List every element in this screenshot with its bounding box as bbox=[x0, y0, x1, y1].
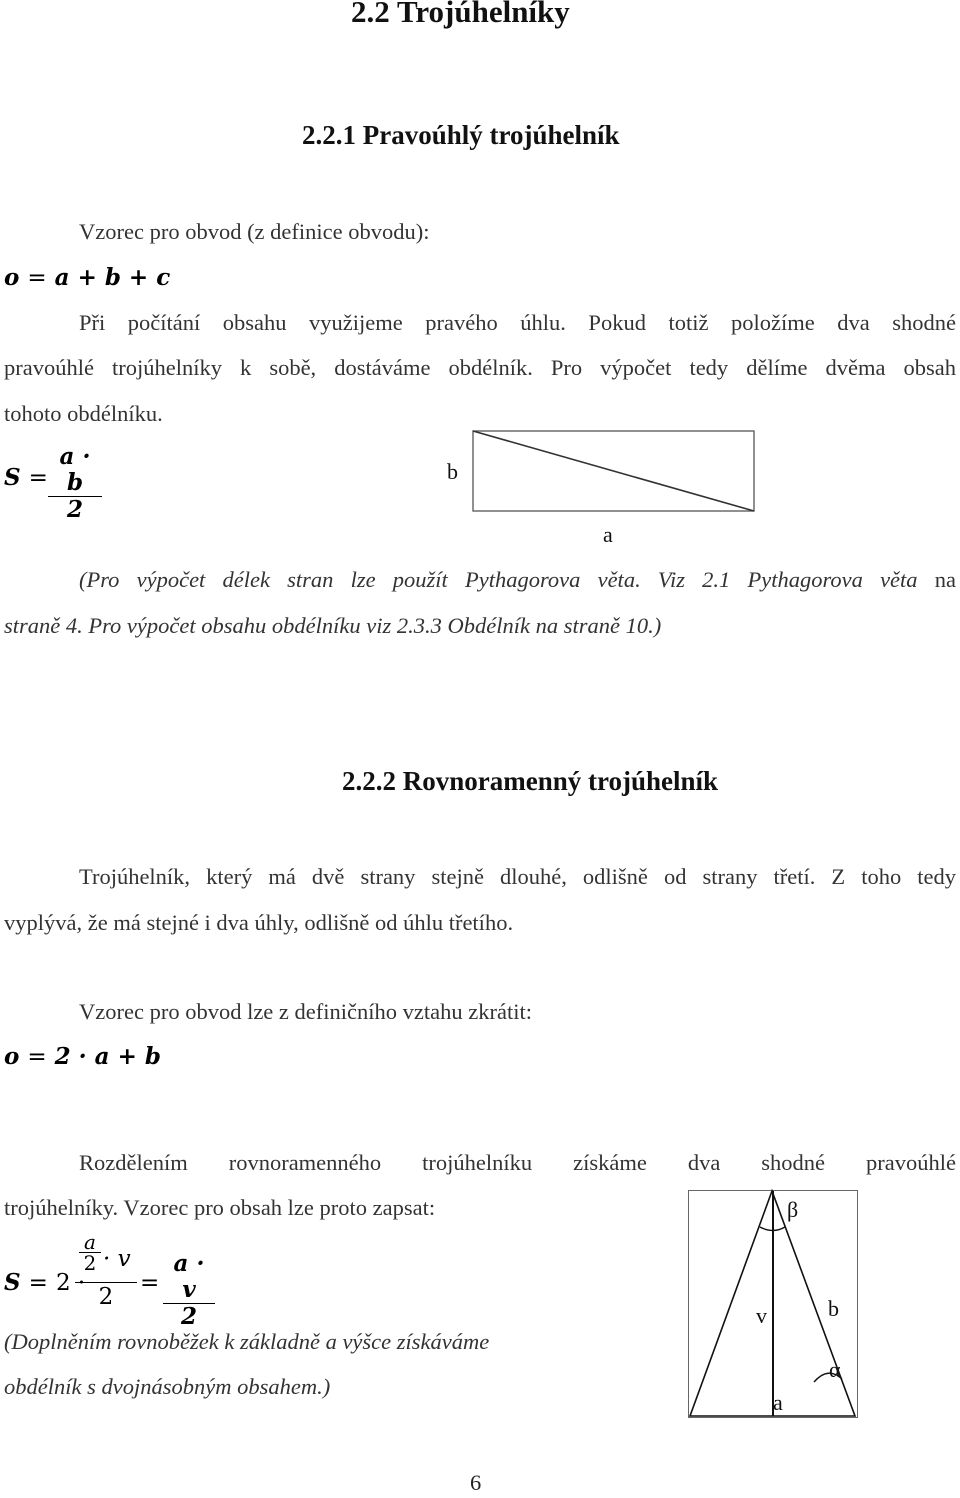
note-line-1-isosceles: (Doplněním rovnoběžek k základně a výšce získáváme bbox=[4, 1329, 490, 1354]
area-formula-lhs bbox=[4, 464, 48, 491]
formula-rhs: a + b + c bbox=[54, 264, 171, 291]
subsection-title-isosceles: 2.2.2 Rovnoramenný trojúhelník bbox=[342, 766, 719, 796]
page-number: 6 bbox=[470, 1470, 482, 1495]
formula-eq: = bbox=[28, 465, 48, 491]
area-text-line-1: Při počítání obsahu využijeme pravého úhlu. Pokud totiž položíme dva shodné bbox=[79, 310, 956, 335]
definition-line-2: vyplývá, že má stejné i dva úhly, odlišně od úhlu třetího. bbox=[4, 910, 514, 935]
figure-label-alpha: α bbox=[829, 1357, 841, 1382]
area-result-fraction bbox=[163, 1251, 215, 1330]
note-line-1 bbox=[79, 567, 956, 593]
perimeter-intro-isosceles: Vzorec pro obvod lze z definičního vztahu zkrátit: bbox=[79, 999, 532, 1024]
area-text-line-2: pravoúhlé trojúhelníky k sobě, dostáváme obdélník. Pro výpočet tedy dělíme dvěma obsah bbox=[4, 355, 956, 380]
figure-label-a: a bbox=[603, 522, 613, 547]
note-line-2: straně 4. Pro výpočet obsahu obdélníku viz 2.3.3 Obdélník na straně 10.) bbox=[4, 613, 662, 638]
fraction-denominator: 2 bbox=[180, 1303, 197, 1330]
figure-label-side-b: b bbox=[828, 1296, 839, 1321]
perimeter-formula bbox=[4, 264, 170, 291]
section-title: 2.2 Trojúhelníky bbox=[351, 0, 570, 29]
area-formula-fraction bbox=[48, 444, 102, 523]
formula-coef: 2 · bbox=[55, 1270, 86, 1296]
area-formula-isosceles-lhs bbox=[4, 1269, 85, 1296]
fraction-numerator: a · b bbox=[59, 443, 91, 496]
formula-lhs: S bbox=[4, 1269, 21, 1296]
inner-numerator bbox=[75, 1232, 137, 1282]
formula-lhs: o bbox=[4, 1043, 20, 1070]
formula-lhs: S bbox=[4, 464, 21, 491]
small-fraction-top: a bbox=[84, 1230, 96, 1254]
formula-eq-2: = bbox=[140, 1270, 160, 1296]
note-normal: na bbox=[917, 567, 956, 592]
formula-eq: = bbox=[27, 1044, 47, 1070]
definition-line-1: Trojúhelník, který má dvě strany stejně dlouhé, odlišně od strany třetí. Z toho tedy bbox=[79, 864, 956, 889]
figure-label-height: v bbox=[756, 1303, 767, 1328]
perimeter-intro: Vzorec pro obvod (z definice obvodu): bbox=[79, 219, 430, 244]
figure-label-base-a: a bbox=[773, 1390, 783, 1415]
area-text-line-3: tohoto obdélníku. bbox=[4, 401, 163, 426]
formula-eq: = bbox=[27, 265, 47, 291]
note-line-2-isosceles: obdélník s dvojnásobným obsahem.) bbox=[4, 1374, 331, 1399]
note-italic: (Pro výpočet délek stran lze použít Pythagorova věta. Viz 2.1 Pythagorova věta bbox=[79, 567, 918, 592]
formula-eq: = bbox=[28, 1270, 48, 1296]
figure-label-b: b bbox=[447, 459, 458, 484]
figure-label-beta: β bbox=[787, 1197, 799, 1222]
formula-lhs: o bbox=[4, 264, 20, 291]
perimeter-formula-isosceles bbox=[4, 1043, 161, 1070]
rectangle-diagonal-figure bbox=[470, 426, 760, 516]
formula-rhs: 2 · a + b bbox=[54, 1043, 161, 1070]
area-line-1-isosceles: Rozdělením rovnoramenného trojúhelníku získáme dva shodné pravoúhlé bbox=[79, 1150, 956, 1175]
area-inner-fraction bbox=[75, 1232, 137, 1311]
inner-denominator: 2 bbox=[98, 1284, 114, 1310]
area-line-2-isosceles: trojúhelníky. Vzorec pro obsah lze proto zapsat: bbox=[4, 1195, 436, 1220]
inner-numerator-rest: · v bbox=[103, 1246, 131, 1272]
fraction-numerator: a · v bbox=[173, 1250, 205, 1303]
fraction-denominator: 2 bbox=[66, 496, 83, 523]
small-fraction-bottom: 2 bbox=[83, 1251, 97, 1275]
subsection-title-right-triangle: 2.2.1 Pravoúhlý trojúhelník bbox=[302, 120, 620, 150]
